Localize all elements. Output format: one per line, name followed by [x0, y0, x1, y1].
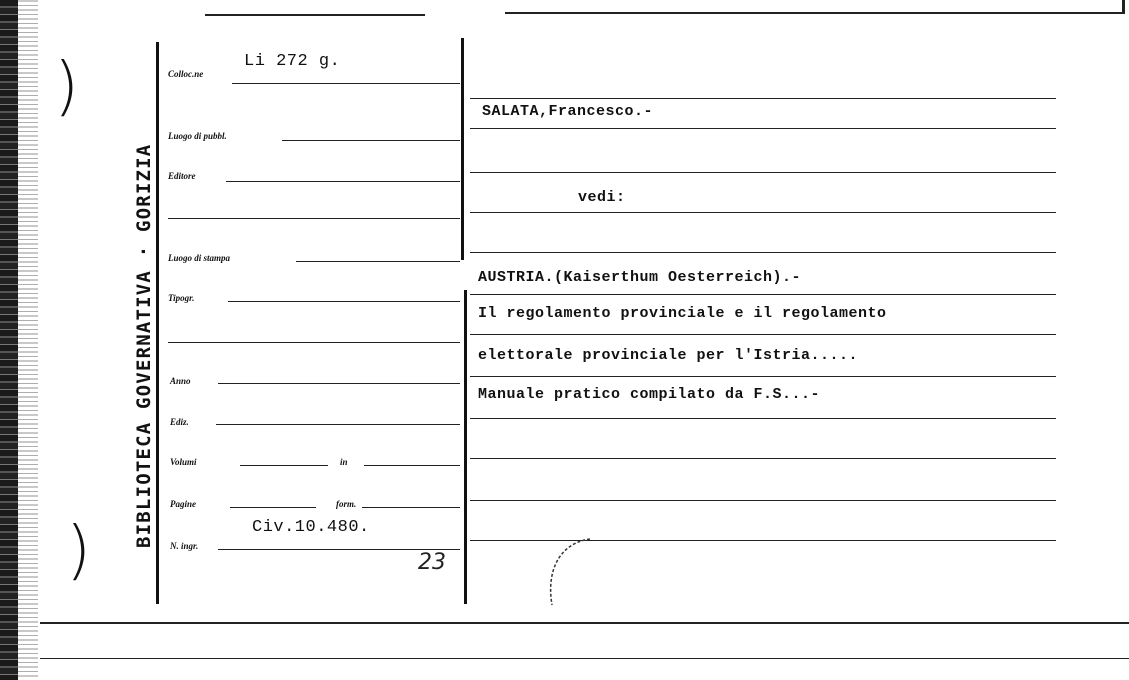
edizione-label: Ediz. [170, 417, 189, 427]
editore-line-2 [168, 218, 460, 219]
entry-rule-10 [470, 458, 1056, 459]
entry-rule-6 [470, 294, 1056, 295]
ingresso-label: N. ingr. [170, 541, 199, 551]
entry-rule-5 [470, 252, 1056, 253]
collocazione-line [232, 83, 460, 84]
entry-line-2: Il regolamento provinciale e il regolamento [478, 305, 887, 322]
luogo-pubbl-line [282, 140, 460, 141]
center-column-rule-top [461, 38, 464, 260]
volumi-line [240, 465, 328, 466]
binder-hole-bottom-icon: ) [66, 514, 91, 588]
entry-rule-4 [470, 212, 1056, 213]
handwritten-mark: 23 [418, 550, 446, 575]
tipografo-line [228, 301, 460, 302]
volumi-in-line [364, 465, 460, 466]
tipografo-label: Tipogr. [168, 293, 195, 303]
luogo-stampa-line [296, 261, 460, 262]
entry-line-1: AUSTRIA.(Kaiserthum Oesterreich).- [478, 269, 802, 286]
top-rule-right [505, 12, 1125, 14]
scan-edge-texture [18, 0, 38, 680]
bottom-rule-2 [40, 658, 1129, 659]
left-column-rule [156, 42, 159, 604]
entry-rule-7 [470, 334, 1056, 335]
binder-hole-top-icon: ) [54, 50, 79, 124]
entry-rule-8 [470, 376, 1056, 377]
pagine-line [230, 507, 316, 508]
top-right-corner [1122, 0, 1125, 14]
edizione-line [216, 424, 460, 425]
center-column-rule-bottom [464, 290, 467, 604]
anno-label: Anno [170, 376, 191, 386]
entry-rule-3 [470, 172, 1056, 173]
entry-heading: SALATA,Francesco.- [482, 103, 654, 120]
entry-line-3: elettorale provinciale per l'Istria..... [478, 347, 859, 364]
anno-line [218, 383, 460, 384]
luogo-stampa-label: Luogo di stampa [168, 253, 231, 263]
bottom-rule-1 [40, 622, 1129, 624]
pagine-label: Pagine [170, 499, 196, 509]
top-rule-left [205, 14, 425, 16]
ingresso-value: Civ.10.480. [252, 518, 370, 537]
tipografo-line-2 [168, 342, 460, 343]
entry-vedi: vedi: [578, 189, 626, 206]
editore-line [226, 181, 460, 182]
library-name: BIBLIOTECA GOVERNATIVA · GORIZIA [133, 143, 155, 548]
scan-edge-left [0, 0, 18, 680]
collocazione-label: Colloc.ne [168, 69, 204, 79]
entry-line-4: Manuale pratico compilato da F.S...- [478, 386, 821, 403]
formato-line [362, 507, 460, 508]
entry-rule-1 [470, 98, 1056, 99]
volumi-label: Volumi [170, 457, 197, 467]
entry-rule-11 [470, 500, 1056, 501]
formato-label: form. [336, 499, 357, 509]
editore-label: Editore [168, 171, 196, 181]
faint-stamp-arc [540, 535, 600, 610]
luogo-pubbl-label: Luogo di pubbl. [168, 131, 227, 141]
collocazione-value: Li 272 g. [244, 52, 341, 71]
entry-rule-2 [470, 128, 1056, 129]
entry-rule-9 [470, 418, 1056, 419]
volumi-in-label: in [340, 457, 348, 467]
